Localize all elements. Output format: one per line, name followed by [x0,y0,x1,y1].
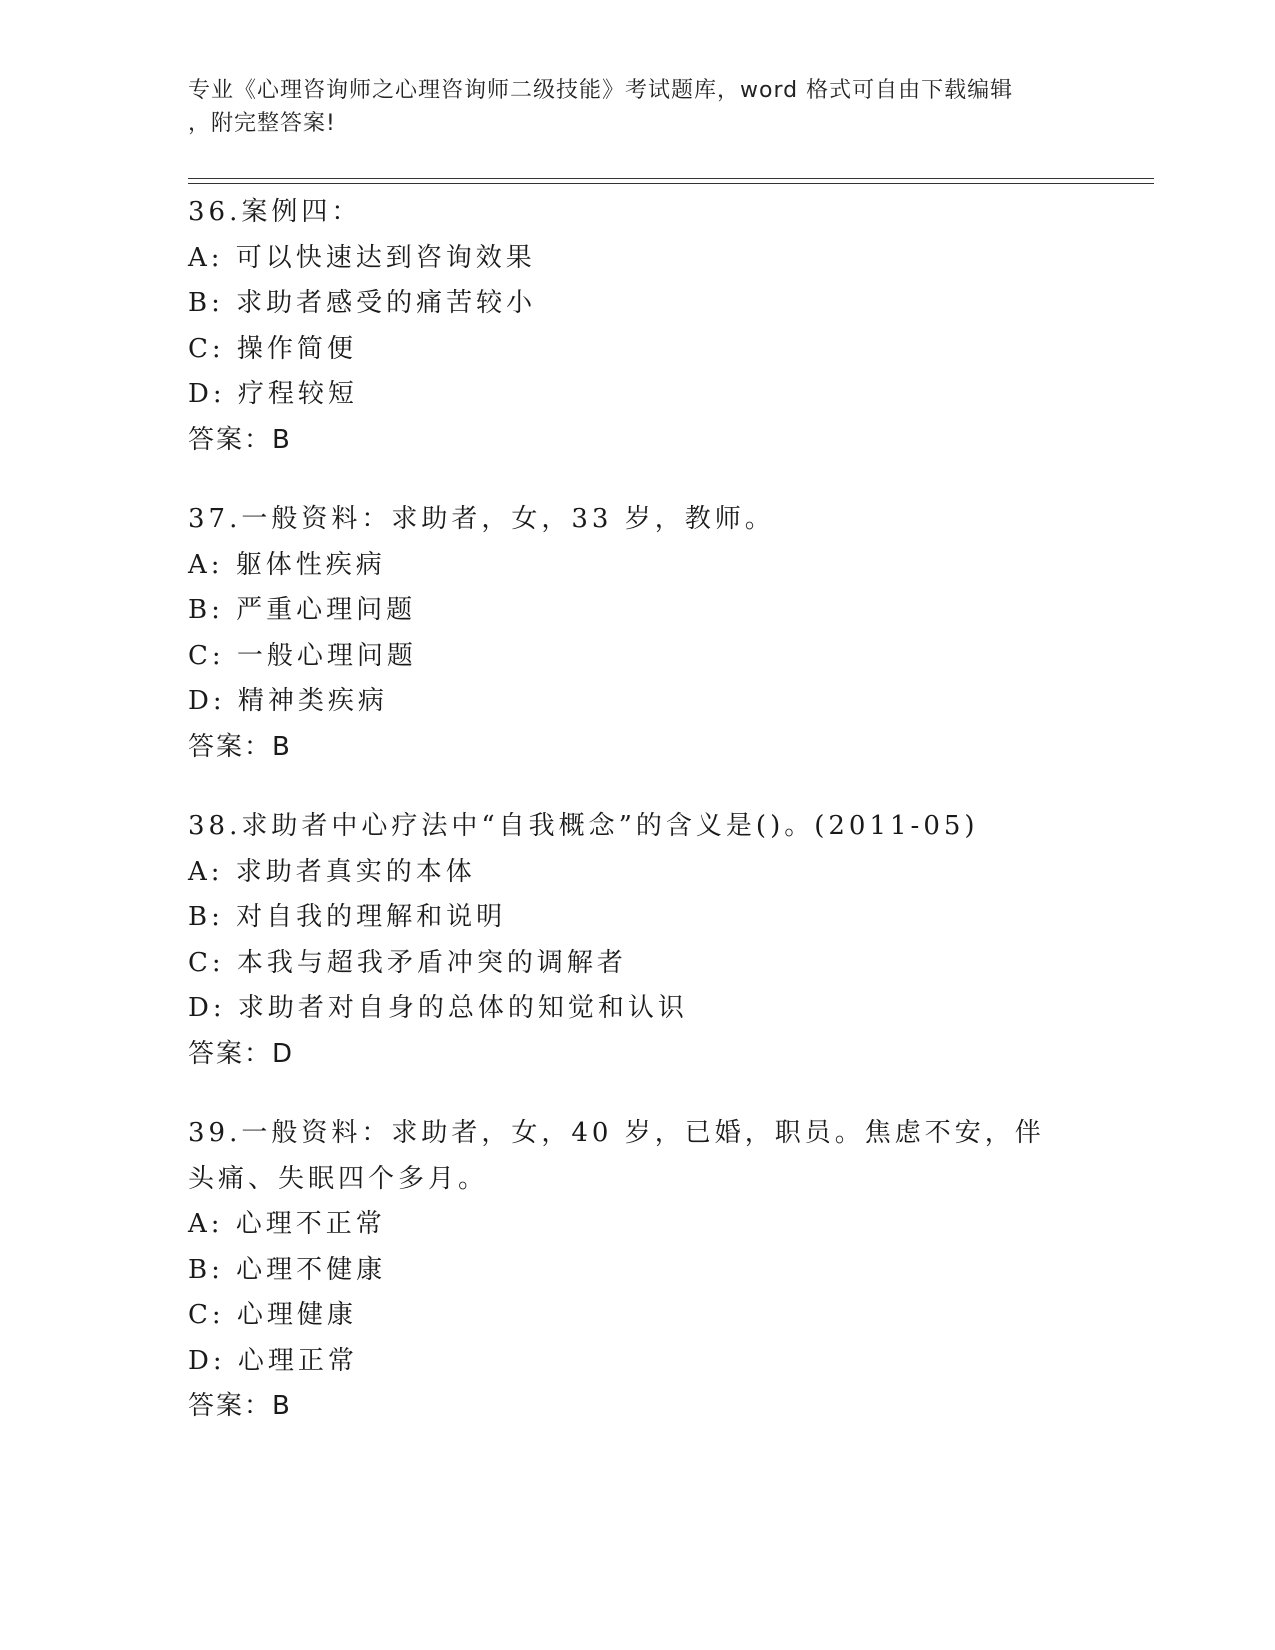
header-divider-top [188,178,1154,179]
option-c: C: 本我与超我矛盾冲突的调解者 [188,947,627,978]
option-c: C: 一般心理问题 [188,640,417,671]
option-b: B: 心理不健康 [188,1254,387,1285]
option-c: C: 操作简便 [188,333,357,364]
option-b: B: 严重心理问题 [188,595,417,625]
question-stem: 37.一般资料：求助者，女，33 岁，教师。 [188,504,775,534]
answer: 答案：D [188,1038,295,1069]
question-38 [188,804,1088,1077]
question-37 [188,497,1088,770]
question-stem: 36.案例四： [188,197,362,227]
question-36 [188,190,1088,463]
answer: 答案：B [188,424,292,455]
option-d: D: 求助者对自身的总体的知觉和认识 [188,993,688,1023]
document-header [188,74,1068,140]
option-a: A: 可以快速达到咨询效果 [188,242,536,273]
question-stem: 38.求助者中心疗法中“自我概念”的含义是()。(2011-05) [188,811,979,841]
question-stem: 39.一般资料：求助者，女，40 岁，已婚，职员。焦虑不安，伴头痛、失眠四个多月。 [188,1118,1045,1194]
option-b: B: 求助者感受的痛苦较小 [188,288,537,318]
option-a: A: 求助者真实的本体 [188,856,476,887]
option-d: D: 疗程较短 [188,379,358,409]
option-c: C: 心理健康 [188,1300,357,1330]
option-d: D: 心理正常 [188,1345,358,1376]
option-a: A: 心理不正常 [188,1209,386,1239]
header-line-1: 专业《心理咨询师之心理咨询师二级技能》考试题库，word 格式可自由下载编辑 [188,78,1014,103]
header-line-2: ，附完整答案! [188,111,336,136]
header-divider-bottom [188,183,1154,184]
question-39 [188,1111,1088,1430]
option-d: D: 精神类疾病 [188,686,388,716]
option-b: B: 对自我的理解和说明 [188,902,507,932]
answer: 答案：B [188,731,292,762]
option-a: A: 躯体性疾病 [188,549,386,580]
answer: 答案：B [188,1391,292,1421]
question-list [188,190,1088,1464]
